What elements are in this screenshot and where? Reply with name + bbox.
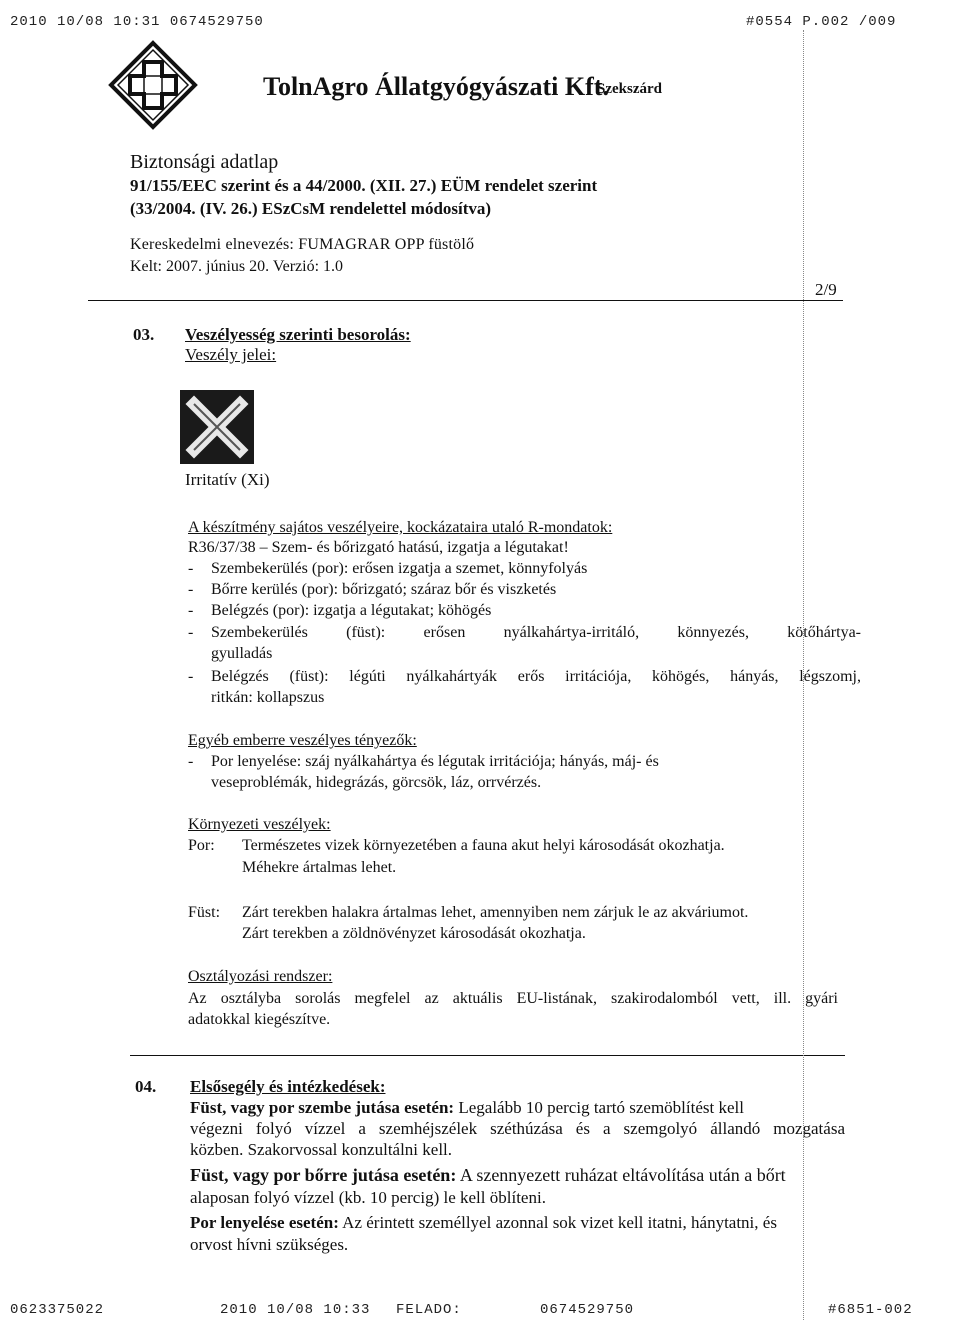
first-aid-skin-line-2: alaposan folyó vízzel (kb. 10 percig) le kell öblíteni. xyxy=(190,1188,546,1207)
regulation-line-2: (33/2004. (IV. 26.) ESzCsM rendelettel módosítva) xyxy=(130,199,492,218)
env-por-line-2: Méhekre ártalmas lehet. xyxy=(242,859,397,876)
first-aid-ingestion-line-1 xyxy=(190,1212,777,1233)
env-hazards-heading: Környezeti veszélyek: xyxy=(188,816,331,833)
classification-line-1: Az osztályba sorolás megfelel az aktuális EU-listának, szakirodalomból vett, ill. gyári xyxy=(188,990,838,1007)
fax-header-left: 2010 10/08 10:31 0674529750 xyxy=(10,14,264,30)
fax-footer-right: #6851-002 xyxy=(828,1302,913,1318)
scan-artifact-line xyxy=(803,30,804,1320)
other-hazards-line-2: veseproblémák, hidegrázás, görcsök, láz, orrvérzés. xyxy=(211,774,542,791)
company-name: TolnAgro Állatgyógyászati Kft. xyxy=(263,72,609,101)
other-hazards-line-1: Por lenyelése: száj nyálkahártya és légutak irritációja; hányás, máj- és xyxy=(211,753,659,770)
hazard-bullet-5-cont: ritkán: kollapszus xyxy=(211,689,325,706)
bullet-dash: - xyxy=(188,668,194,685)
hazard-symbol-caption: Irritatív (Xi) xyxy=(185,470,270,489)
classification-line-2: adatokkal kiegészítve. xyxy=(188,1011,331,1028)
first-aid-skin-text: A szennyezett ruházat eltávolítása után a bőrt xyxy=(456,1165,786,1185)
section-04-number: 04. xyxy=(135,1077,157,1096)
trade-name: Kereskedelmi elnevezés: FUMAGRAR OPP füstölő xyxy=(130,236,475,253)
first-aid-ingestion-label: Por lenyelése esetén: xyxy=(190,1213,339,1232)
first-aid-eye-label: Füst, vagy por szembe jutása esetén: xyxy=(190,1098,455,1117)
fax-footer-time: 2010 10/08 10:33 xyxy=(220,1302,371,1318)
fax-footer-sender-number: 0674529750 xyxy=(540,1302,635,1318)
first-aid-eye-line-3: közben. Szakorvossal konzultálni kell. xyxy=(190,1140,453,1159)
r-phrases-heading: A készítmény sajátos veszélyeire, kockázataira utaló R-mondatok: xyxy=(188,519,613,536)
bullet-dash: - xyxy=(188,581,194,598)
classification-heading: Osztályozási rendszer: xyxy=(188,968,333,985)
hazard-bullet-5: Belégzés (füst): légúti nyálkahártyák erős irritációja, köhögés, hányás, légszomj, xyxy=(211,668,861,685)
header-rule xyxy=(88,300,843,301)
hazard-bullet-1: Szembekerülés (por): erősen izgatja a szemet, könnyfolyás xyxy=(211,560,588,577)
section-03-title: Veszélyesség szerinti besorolás: xyxy=(185,325,411,344)
section-04-title: Elsősegély és intézkedések: xyxy=(190,1077,386,1096)
first-aid-eye-line-2: végezni folyó vízzel a szemhéjszélek széthúzása és a szemgolyó állandó mozgatása xyxy=(190,1119,845,1138)
bullet-dash: - xyxy=(188,624,194,641)
r-phrases-line: R36/37/38 – Szem- és bőrizgató hatású, izgatja a légutakat! xyxy=(188,539,569,556)
bullet-dash: - xyxy=(188,753,194,770)
first-aid-eye-text: Legalább 10 percig tartó szemöblítést kell xyxy=(454,1098,744,1117)
env-por-label: Por: xyxy=(188,837,215,854)
first-aid-ingestion-text: Az érintett személlyel azonnal sok vizet kell itatni, hánytatni, és xyxy=(338,1213,777,1232)
document-title: Biztonsági adatlap xyxy=(130,151,279,173)
env-por-line-1: Természetes vizek környezetében a fauna akut helyi károsodását okozhatja. xyxy=(242,837,725,854)
irritant-hazard-icon xyxy=(180,390,254,464)
company-city: Szekszárd xyxy=(597,81,662,97)
page-number: 2/9 xyxy=(815,280,837,299)
first-aid-eye-line-1 xyxy=(190,1097,744,1118)
fax-footer-id: 0623375022 xyxy=(10,1302,105,1318)
company-logo-icon xyxy=(108,40,198,130)
section-03-number: 03. xyxy=(133,325,155,344)
env-fust-line-1: Zárt terekben halakra ártalmas lehet, amennyiben nem zárjuk le az akváriumot. xyxy=(242,904,749,921)
date-version: Kelt: 2007. június 20. Verzió: 1.0 xyxy=(130,258,344,275)
first-aid-ingestion-line-2: orvost hívni szükséges. xyxy=(190,1235,349,1254)
fax-header-right: #0554 P.002 /009 xyxy=(746,14,897,30)
bullet-dash: - xyxy=(188,560,194,577)
regulation-line-1: 91/155/EEC szerint és a 44/2000. (XII. 27.) EÜM rendelet szerint xyxy=(130,176,598,195)
hazard-bullet-2: Bőrre kerülés (por): bőrizgató; száraz bőr és viszketés xyxy=(211,581,557,598)
fax-footer-sender-label: FELADO: xyxy=(396,1302,462,1318)
other-hazards-heading: Egyéb emberre veszélyes tényezők: xyxy=(188,732,417,749)
hazard-bullet-4-cont: gyulladás xyxy=(211,645,273,662)
env-fust-line-2: Zárt terekben a zöldnövényzet károsodását okozhatja. xyxy=(242,925,586,942)
bullet-dash: - xyxy=(188,602,194,619)
hazard-bullet-4: Szembekerülés (füst): erősen nyálkahártya-irritáló, könnyezés, kötőhártya- xyxy=(211,624,861,641)
section-03-subtitle: Veszély jelei: xyxy=(185,345,277,364)
first-aid-skin-line-1 xyxy=(190,1164,786,1186)
env-fust-label: Füst: xyxy=(188,904,221,921)
first-aid-skin-label: Füst, vagy por bőrre jutása esetén: xyxy=(190,1165,457,1185)
hazard-bullet-3: Belégzés (por): izgatja a légutakat; köhögés xyxy=(211,602,492,619)
section-divider xyxy=(130,1055,845,1056)
